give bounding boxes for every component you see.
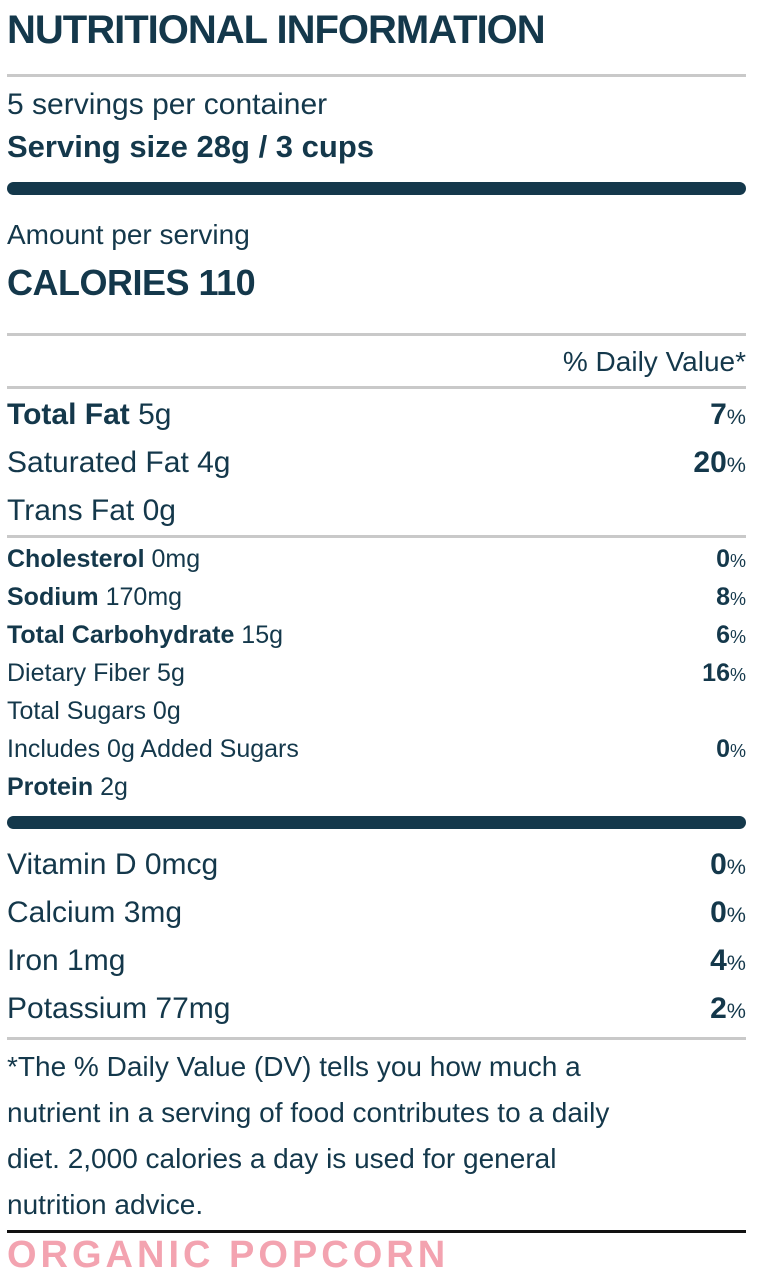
nutrient-label [7,583,182,612]
footnote-line: diet. 2,000 calories a day is used for general [7,1143,557,1174]
bottom-rule [7,1230,746,1233]
main-nutrient-group [7,540,746,806]
nutrient-row [7,439,746,487]
daily-value-percent: 8% [716,582,746,611]
nutrient-name: Potassium [7,992,148,1025]
daily-value-header: % Daily Value* [562,346,746,377]
nutrient-row [7,937,746,985]
servings-per-container: 5 servings per container [7,88,328,121]
footnote-line: nutrient in a serving of food contributes to a daily [7,1097,610,1128]
section-divider [7,386,746,389]
nutrient-row [7,730,746,768]
nutrient-row [7,889,746,937]
calories-line [7,261,746,305]
nutrient-name: Protein [7,772,94,801]
nutrient-row [7,487,746,535]
nutrient-row [7,768,746,806]
nutrient-amount: 77mg [147,992,231,1025]
daily-value-percent: 20% [693,446,746,479]
page-title: NUTRITIONAL INFORMATION [7,8,545,52]
nutrient-row [7,841,746,889]
nutrient-amount: 1mg [58,944,126,977]
nutrient-amount: 15g [234,620,284,649]
serving-size-value: 28g / 3 cups [196,129,375,164]
nutrient-amount: 0mcg [136,848,219,881]
daily-value-percent: 0% [710,848,746,881]
vitamin-nutrient-group [7,841,746,1033]
amount-per-serving-label: Amount per serving [7,219,250,250]
nutrient-amount: 4g [188,446,231,479]
nutrient-name: Sodium [7,582,99,611]
nutrient-label [7,494,176,528]
nutrient-label [7,621,283,650]
nutrient-row [7,985,746,1033]
nutrient-label [7,773,128,802]
nutrient-row [7,391,746,439]
nutrient-label [7,735,299,764]
nutrient-name: Total Carbohydrate [7,620,235,649]
nutrient-label [7,944,125,978]
daily-value-percent: 2% [710,992,746,1025]
nutrient-amount: 170mg [98,582,183,611]
nutrient-amount: 3mg [115,896,183,929]
nutrient-amount: 5g [129,398,172,431]
nutrient-name: Vitamin D [7,848,137,881]
nutrient-name: Total Sugars [7,696,146,725]
fat-nutrient-group [7,391,746,535]
daily-value-percent: 16% [702,658,746,687]
footnote-line: nutrition advice. [7,1189,204,1220]
nutrient-label [7,398,172,432]
nutrient-name: Dietary Fiber [7,658,151,687]
calories-label: CALORIES [7,262,190,303]
daily-value-percent: 0% [710,896,746,929]
daily-value-footnote [7,1044,746,1228]
nutrient-name: Cholesterol [7,544,145,573]
nutrient-name: Total Fat [7,398,130,431]
nutrient-name: Trans Fat [7,494,135,527]
nutrient-amount: 0g [145,696,181,725]
nutrient-amount: 0mg [144,544,201,573]
nutrient-row [7,654,746,692]
nutrient-row [7,540,746,578]
nutrient-label [7,848,218,882]
daily-value-percent: 6% [716,620,746,649]
thick-bar-divider [7,816,746,829]
nutrient-row [7,692,746,730]
daily-value-percent: 7% [710,398,746,431]
nutrient-name: Saturated Fat [7,446,189,479]
nutrient-row [7,578,746,616]
footnote-line: *The % Daily Value (DV) tells you how much a [7,1051,581,1082]
thick-bar-divider [7,182,746,195]
serving-size-label: Serving size [7,129,188,164]
calories-value: 110 [198,262,256,303]
nutrient-label [7,896,182,930]
nutrient-amount: 0g [134,494,176,527]
nutrient-name: Iron [7,944,59,977]
daily-value-percent: 4% [710,944,746,977]
nutrient-label [7,659,185,688]
nutrient-row [7,616,746,654]
nutrient-label [7,992,230,1026]
nutrient-label [7,545,200,574]
product-name-partial: ORGANIC POPCORN [7,1234,450,1276]
daily-value-percent: 0% [716,734,746,763]
serving-size-line [7,125,746,169]
nutrient-amount: 5g [150,658,185,687]
nutrient-label [7,697,181,726]
section-divider [7,1037,746,1040]
nutrient-name: Calcium [7,896,116,929]
section-divider [7,535,746,538]
daily-value-percent: 0% [716,544,746,573]
nutrient-name: Includes 0g Added Sugars [7,734,299,763]
nutrient-amount: 2g [93,772,128,801]
section-divider [7,74,746,77]
section-divider [7,333,746,336]
nutrient-label [7,446,231,480]
